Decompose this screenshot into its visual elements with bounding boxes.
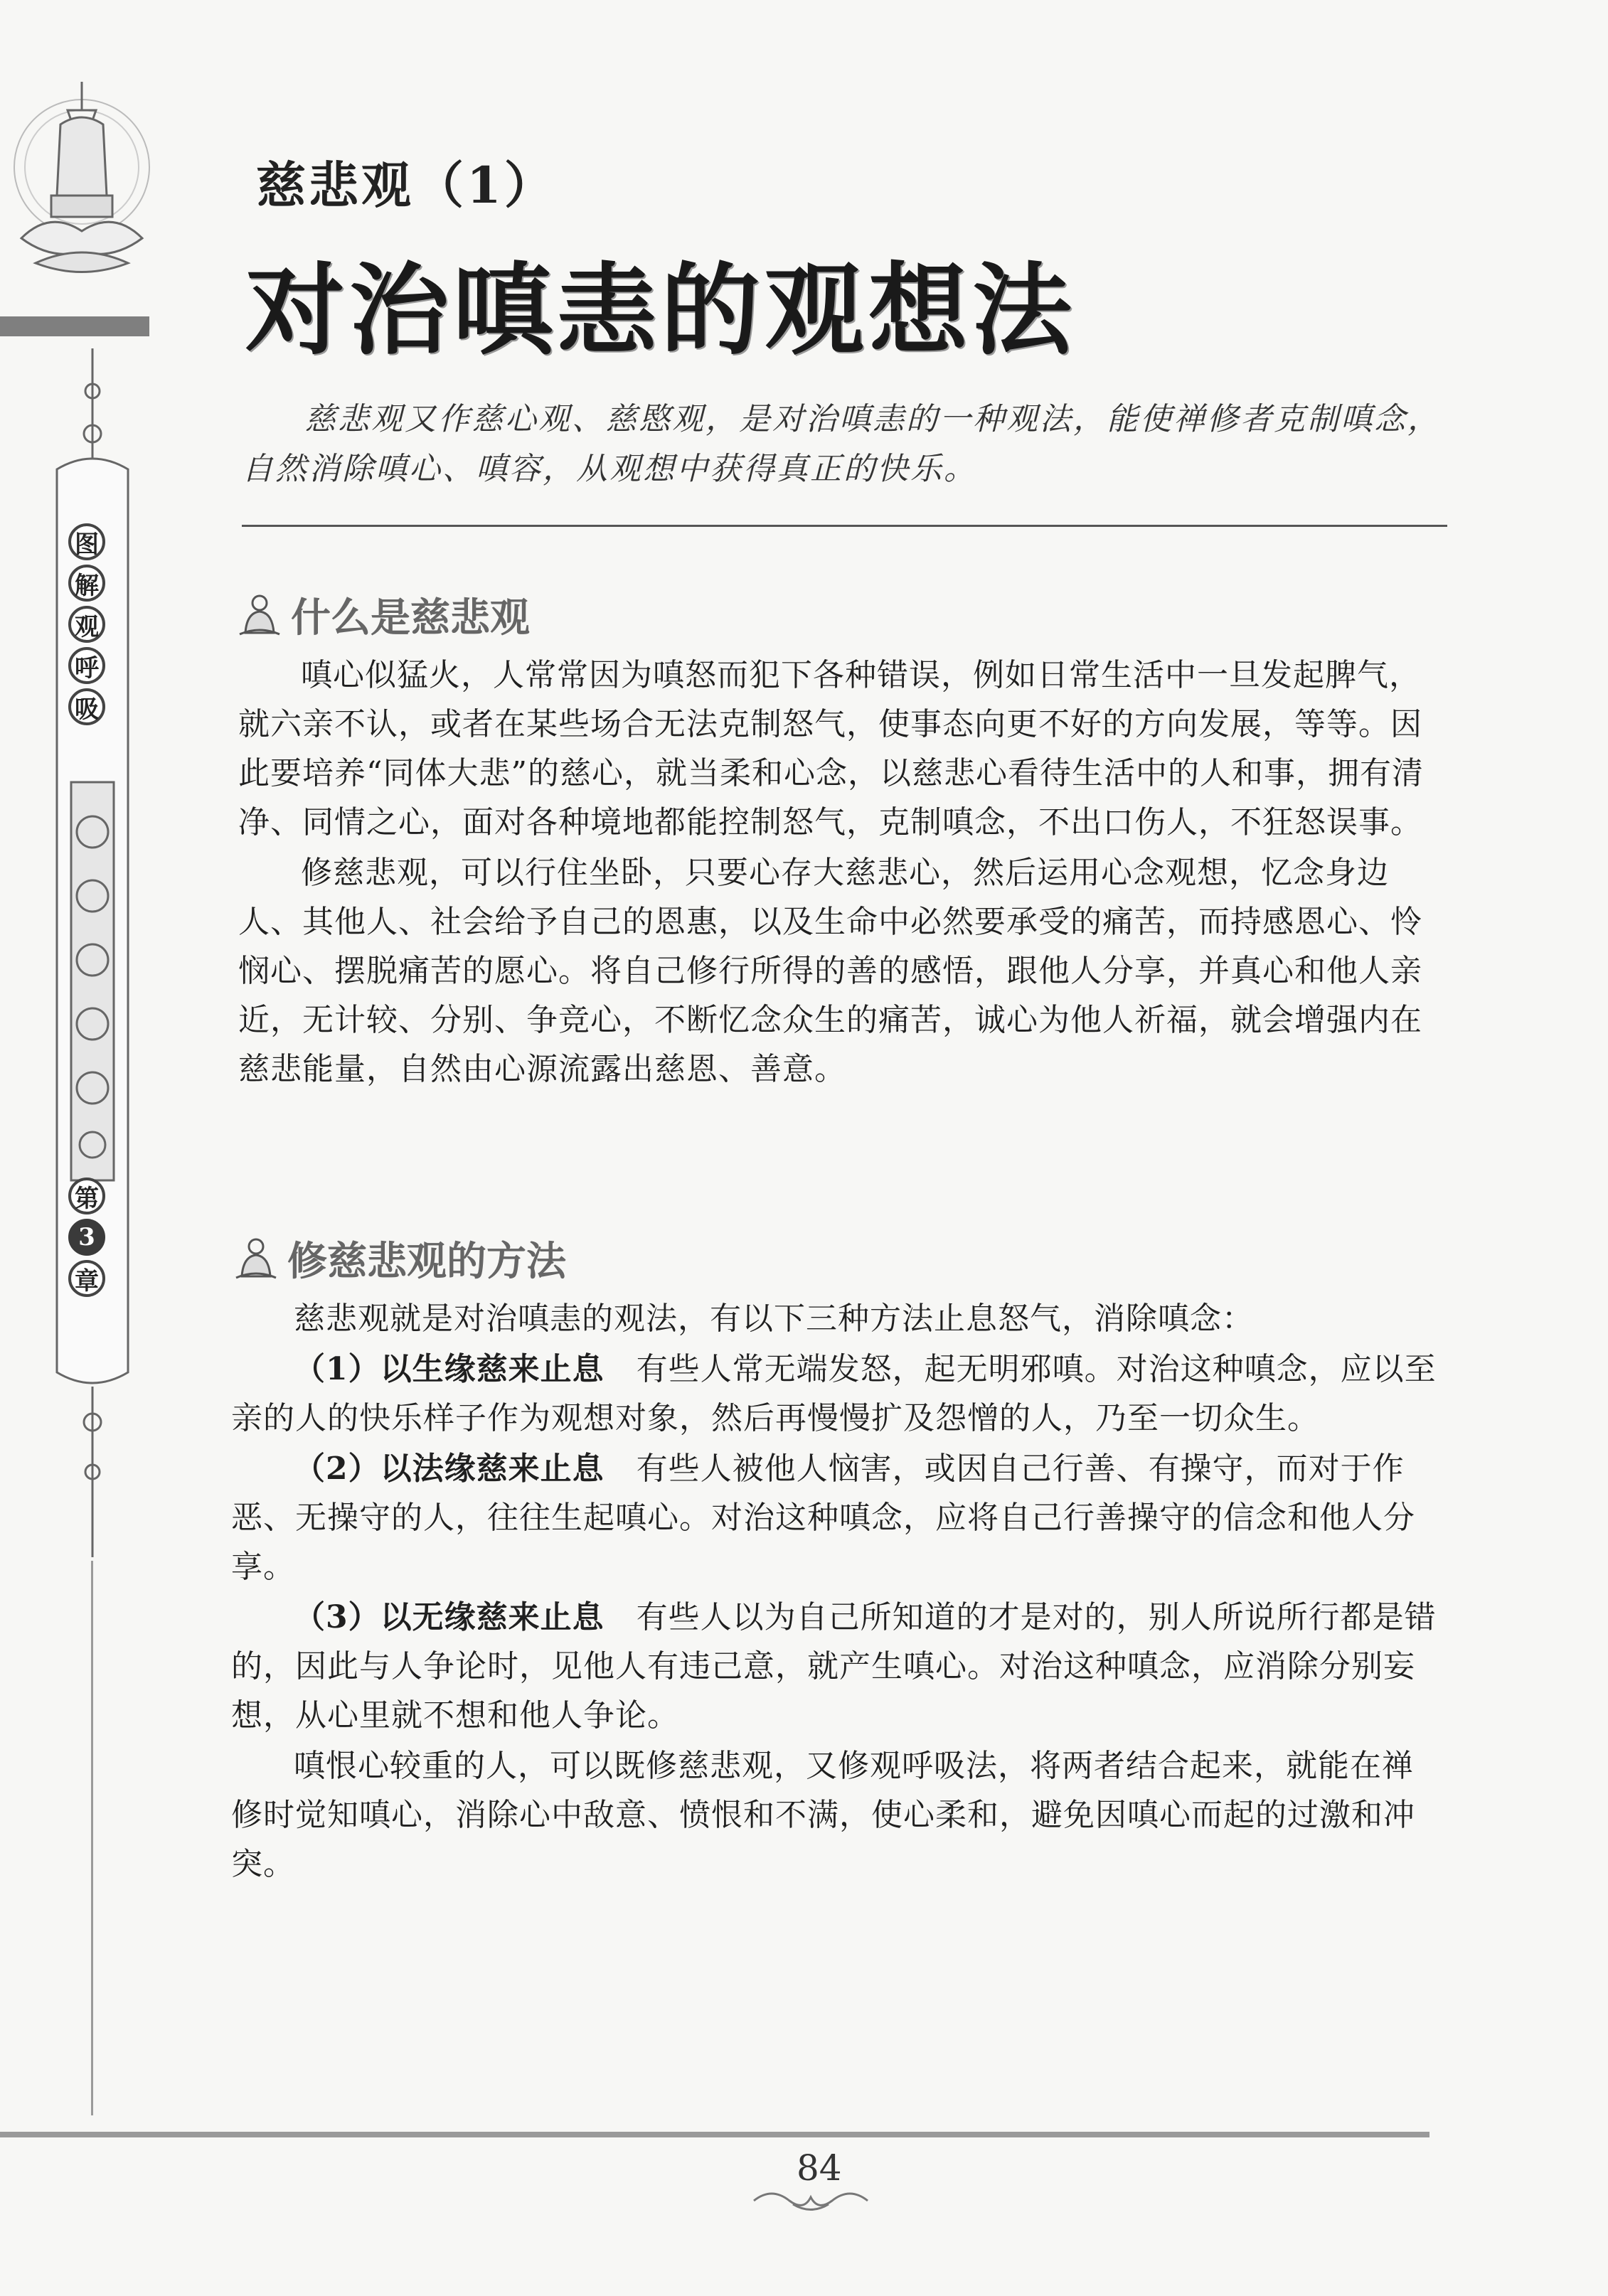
book-char: 解 bbox=[68, 565, 105, 602]
chapter-label-vertical bbox=[65, 1173, 108, 1301]
chapter-number: 3 bbox=[68, 1219, 105, 1256]
section-subtitle: 慈悲观（1） bbox=[256, 156, 557, 215]
paragraph: 慈悲观就是对治嗔恚的观法，有以下三种方法止息怒气，消除嗔念： bbox=[294, 1301, 1254, 1337]
method-item bbox=[231, 1345, 1444, 1443]
intro-paragraph: 慈悲观又作慈心观、慈愍观，是对治嗔恚的一种观法，能使禅修者克制嗔念，自然消除嗔心、嗔容，从观想中获得真正的快乐。 bbox=[242, 401, 1441, 487]
intro-text bbox=[242, 395, 1451, 494]
method-item bbox=[231, 1444, 1444, 1591]
stupa-lotus-icon bbox=[7, 68, 156, 302]
section-body bbox=[231, 1294, 1444, 1890]
footer-rule bbox=[0, 2132, 1429, 2137]
book-char: 观 bbox=[68, 606, 105, 643]
method-label: （2）以法缘慈来止息 bbox=[294, 1451, 605, 1487]
side-divider bbox=[91, 1561, 93, 2115]
page-number: 84 bbox=[797, 2147, 842, 2189]
decorative-band bbox=[0, 316, 149, 336]
paragraph: 修慈悲观，可以行住坐卧，只要心存大慈悲心，然后运用心念观想，忆念身边人、其他人、社会给予自己的恩惠，以及生命中必然要承受的痛苦，而持感恩心、怜悯心、摆脱痛苦的愿心。将自己修行所得的善的感悟，跟他人分享，并真心和他人亲近，无计较、分别、争竞心，不断忆念众生的痛苦，诚心为他人祈福，就会增强内在慈悲能量，自然由心源流露出慈恩、善意。 bbox=[238, 855, 1422, 1087]
scroll-ornament-icon bbox=[750, 2186, 871, 2215]
method-label: （1）以生缘慈来止息 bbox=[294, 1351, 605, 1387]
method-text: 有些人以为自己所知道的才是对的，别人所说所行都是错的，因此与人争论时，见他人有违己意，就产生嗔心。对治这种嗔念，应消除分别妄想，从心里就不想和他人争论。 bbox=[231, 1599, 1437, 1734]
book-char: 呼 bbox=[68, 647, 105, 684]
chapter-char: 章 bbox=[68, 1260, 105, 1297]
paragraph: 嗔恨心较重的人，可以既修慈悲观，又修观呼吸法，将两者结合起来，就能在禅修时觉知嗔心，消除心中敌意、愤恨和不满，使心柔和，避免因嗔心而起的过激和冲突。 bbox=[231, 1748, 1415, 1882]
method-label: （3）以无缘慈来止息 bbox=[294, 1599, 605, 1635]
section-body bbox=[238, 651, 1447, 1095]
buddha-icon bbox=[238, 590, 281, 640]
book-char: 图 bbox=[68, 523, 105, 560]
section-heading-text: 修慈悲观的方法 bbox=[287, 1238, 566, 1285]
section-heading bbox=[238, 587, 530, 644]
divider bbox=[242, 525, 1447, 527]
paragraph: 嗔心似猛火，人常常因为嗔怒而犯下各种错误，例如日常生活中一旦发起脾气，就六亲不认，或者在某些场合无法克制怒气，使事态向更不好的方向发展，等等。因此要培养“同体大悲”的慈心，就当柔和心念，以慈悲心看待生活中的人和事，拥有清净、同情之心，面对各种境地都能控制怒气，克制嗔念，不出口伤人，不狂怒误事。 bbox=[238, 657, 1424, 840]
method-item bbox=[231, 1593, 1444, 1740]
book-title-vertical bbox=[65, 519, 108, 730]
buddha-icon bbox=[235, 1234, 277, 1283]
method-text: 有些人常无端发怒，起无明邪嗔。对治这种嗔念，应以至亲的人的快乐样子作为观想对象，然后再慢慢扩及怨憎的人，乃至一切众生。 bbox=[231, 1351, 1437, 1436]
section-heading bbox=[235, 1230, 566, 1287]
book-char: 吸 bbox=[68, 688, 105, 725]
page-title: 对治嗔恚的观想法 bbox=[245, 252, 1077, 369]
chapter-char: 第 bbox=[68, 1178, 105, 1214]
section-heading-text: 什么是慈悲观 bbox=[291, 594, 530, 641]
method-text: 有些人被他人恼害，或因自己行善、有操守，而对于作恶、无操守的人，往往生起嗔心。对治这种嗔念，应将自己行善操守的信念和他人分享。 bbox=[231, 1451, 1415, 1585]
